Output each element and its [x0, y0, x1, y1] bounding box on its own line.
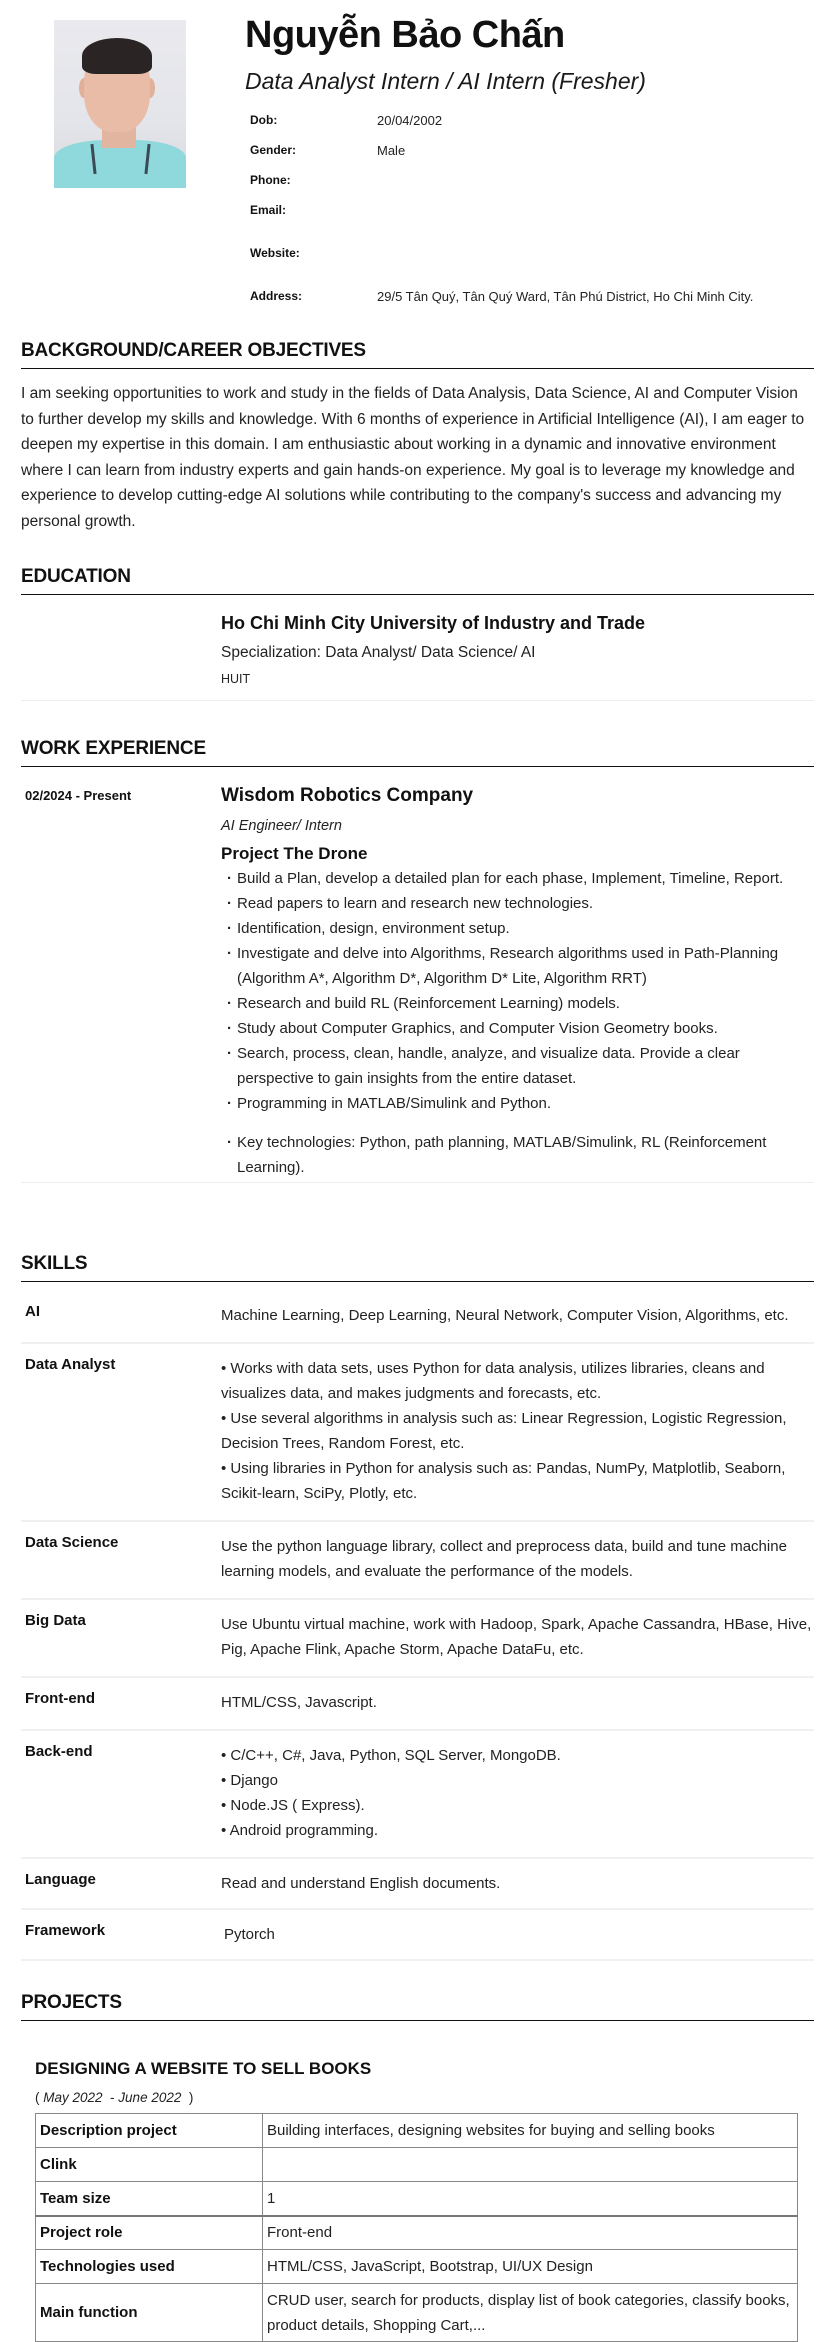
list-item: · Programming in MATLAB/Simulink and Python.	[229, 1091, 814, 1116]
project-title: DESIGNING A WEBSITE TO SELL BOOKS	[35, 2059, 372, 2078]
gender-label: Gender:	[250, 143, 297, 157]
skill-label: Data Science	[25, 1534, 119, 1551]
section-title: EDUCATION	[21, 566, 814, 595]
table-key: Main function	[36, 2284, 263, 2342]
info-row-address	[250, 281, 827, 311]
skill-line: • Django	[221, 1772, 278, 1789]
photo-hair	[82, 38, 152, 74]
projects-section	[21, 1992, 814, 2342]
table-value: HTML/CSS, JavaScript, Bootstrap, UI/UX Design	[263, 2250, 798, 2284]
table-row	[36, 2182, 798, 2216]
education-entry	[21, 595, 814, 701]
skill-row-big-data	[21, 1600, 814, 1678]
info-row-email	[250, 195, 827, 225]
table-value: 1	[263, 2182, 798, 2216]
skill-row-ai	[21, 1282, 814, 1344]
skill-line: HTML/CSS, Javascript.	[221, 1694, 377, 1711]
date-close: )	[181, 2090, 194, 2105]
info-row-phone	[250, 165, 827, 195]
skill-label: Front-end	[25, 1690, 95, 1707]
list-item: · Study about Computer Graphics, and Computer Vision Geometry books.	[229, 1016, 814, 1041]
skill-value	[221, 1356, 814, 1506]
table-row	[36, 2250, 798, 2284]
skill-row-framework	[21, 1910, 814, 1961]
table-key: Team size	[36, 2182, 263, 2216]
skill-line: • Node.JS ( Express).	[221, 1797, 365, 1814]
skill-line: • C/C++, C#, Java, Python, SQL Server, MongoDB.	[221, 1747, 561, 1764]
candidate-title: Data Analyst Intern / AI Intern (Fresher)	[245, 68, 646, 94]
work-date: 02/2024 - Present	[25, 788, 132, 803]
school-name: Ho Chi Minh City University of Industry and Trade	[221, 613, 646, 633]
project-entry	[21, 2059, 814, 2342]
list-item: · Build a Plan, develop a detailed plan for each phase, Implement, Timeline, Report.	[229, 866, 814, 891]
date-start: May 2022	[43, 2090, 103, 2105]
table-row	[36, 2284, 798, 2342]
personal-info	[250, 105, 827, 311]
candidate-name: Nguyễn Bảo Chấn	[245, 14, 565, 56]
skill-row-data-science	[21, 1522, 814, 1600]
objective-text: I am seeking opportunities to work and study in the fields of Data Analysis, Data Science, AI and Computer Vision to further develop my skills and knowledge. With 6 months of experience in Artificial Intelligence (AI), I am eager to deepen my expertise in this domain. I am enthusiastic about working in a dynamic and innovative environment where I can learn from industry experts and gain hands-on experience. My goal is to leverage my knowledge and experience to develop cutting-edge AI solutions while contributing to the company's success and advancing my personal growth.	[21, 385, 805, 530]
skill-label: Framework	[25, 1922, 106, 1939]
email-label: Email:	[250, 203, 287, 217]
specialization: Specialization: Data Analyst/ Data Science/ AI	[221, 644, 536, 661]
list-item: · Search, process, clean, handle, analyze, and visualize data. Provide a clear perspective to gain insights from the entire dataset.	[229, 1041, 814, 1091]
section-title: WORK EXPERIENCE	[21, 738, 814, 767]
section-title: PROJECTS	[21, 1992, 814, 2021]
table-key: Description project	[36, 2114, 263, 2148]
skill-line: Pytorch	[224, 1926, 275, 1943]
address-label: Address:	[250, 289, 303, 303]
table-key: Project role	[36, 2216, 263, 2250]
address-value: 29/5 Tân Quý, Tân Quý Ward, Tân Phú District, Ho Chi Minh City.	[377, 288, 754, 304]
skill-label: Data Analyst	[25, 1356, 116, 1373]
skill-value	[221, 1743, 814, 1843]
list-item: · Investigate and delve into Algorithms, Research algorithms used in Path-Planning (Algorithm A*, Algorithm D*, Algorithm D* Lite, Algorithm RRT)	[229, 941, 814, 991]
table-row	[36, 2114, 798, 2148]
company-name: Wisdom Robotics Company	[221, 785, 474, 806]
table-value: Front-end	[263, 2216, 798, 2250]
table-key: Technologies used	[36, 2250, 263, 2284]
skill-value	[221, 1534, 814, 1584]
skill-line: Read and understand English documents.	[221, 1875, 501, 1892]
gender-value: Male	[377, 142, 406, 158]
skill-label: Back-end	[25, 1743, 93, 1760]
phone-label: Phone:	[250, 173, 291, 187]
section-title: SKILLS	[21, 1253, 814, 1282]
skill-row-language	[21, 1859, 814, 1910]
skill-line: • Use several algorithms in analysis such as: Linear Regression, Logistic Regression, Decision Trees, Random Forest, etc.	[221, 1410, 787, 1452]
skill-value	[221, 1303, 814, 1328]
table-value: CRUD user, search for products, display list of book categories, classify books, product details, Shopping Cart,...	[263, 2284, 798, 2342]
work-bullets	[221, 866, 814, 1180]
skill-label: AI	[25, 1303, 40, 1320]
skill-line: Use Ubuntu virtual machine, work with Hadoop, Spark, Apache Cassandra, HBase, Hive, Pig, Apache Flink, Apache Storm, Apache DataFu, etc.	[221, 1616, 812, 1658]
skill-line: • Android programming.	[221, 1822, 378, 1839]
date-open: (	[35, 2090, 44, 2105]
skill-line: Machine Learning, Deep Learning, Neural Network, Computer Vision, Algorithms, etc.	[221, 1307, 789, 1324]
dob-value: 20/04/2002	[377, 112, 443, 128]
date-end: June 2022	[118, 2090, 182, 2105]
skill-value	[221, 1871, 814, 1896]
dob-label: Dob:	[250, 113, 278, 127]
work-details	[221, 783, 814, 1180]
education-section	[21, 566, 814, 701]
list-item: · Read papers to learn and research new technologies.	[229, 891, 814, 916]
project-name: Project The Drone	[221, 844, 368, 863]
job-role: AI Engineer/ Intern	[221, 818, 342, 834]
skills-section	[21, 1253, 814, 1961]
list-item: · Research and build RL (Reinforcement Learning) models.	[229, 991, 814, 1016]
table-row	[36, 2148, 798, 2182]
skill-label: Language	[25, 1871, 96, 1888]
info-row-website	[250, 225, 827, 281]
skill-value	[221, 1612, 814, 1662]
resume-header	[21, 0, 806, 320]
objective-section	[21, 340, 814, 534]
skill-row-front-end	[21, 1678, 814, 1731]
skill-label: Big Data	[25, 1612, 86, 1629]
section-title: BACKGROUND/CAREER OBJECTIVES	[21, 340, 814, 369]
table-key: Clink	[36, 2148, 263, 2182]
skill-value	[221, 1690, 814, 1715]
table-row	[36, 2216, 798, 2250]
work-entry	[21, 767, 814, 1183]
website-label: Website:	[250, 246, 300, 260]
list-item: · Key technologies: Python, path planning, MATLAB/Simulink, RL (Reinforcement Learning).	[229, 1130, 814, 1180]
table-value[interactable]	[263, 2148, 798, 2182]
table-value: Building interfaces, designing websites for buying and selling books	[263, 2114, 798, 2148]
info-row-gender	[250, 135, 827, 165]
project-details-table	[35, 2113, 798, 2342]
school-short-name: HUIT	[221, 672, 251, 686]
date-sep: -	[102, 2090, 119, 2105]
skill-line: Use the python language library, collect and preprocess data, build and tune machine learning models, and evaluate the performance of the models.	[221, 1538, 787, 1580]
skill-line: • Works with data sets, uses Python for data analysis, utilizes libraries, cleans and visualizes data, and makes judgments and forecasts, etc.	[221, 1360, 765, 1402]
skill-line: • Using libraries in Python for analysis such as: Pandas, NumPy, Matplotlib, Seaborn, Scikit-learn, SciPy, Plotly, etc.	[221, 1460, 786, 1502]
skill-row-data-analyst	[21, 1344, 814, 1522]
profile-photo	[54, 20, 186, 188]
project-date	[35, 2090, 798, 2105]
info-row-dob	[250, 105, 827, 135]
skill-row-back-end	[21, 1731, 814, 1859]
work-section	[21, 738, 814, 1183]
list-item: · Identification, design, environment setup.	[229, 916, 814, 941]
skill-value	[221, 1922, 814, 1947]
